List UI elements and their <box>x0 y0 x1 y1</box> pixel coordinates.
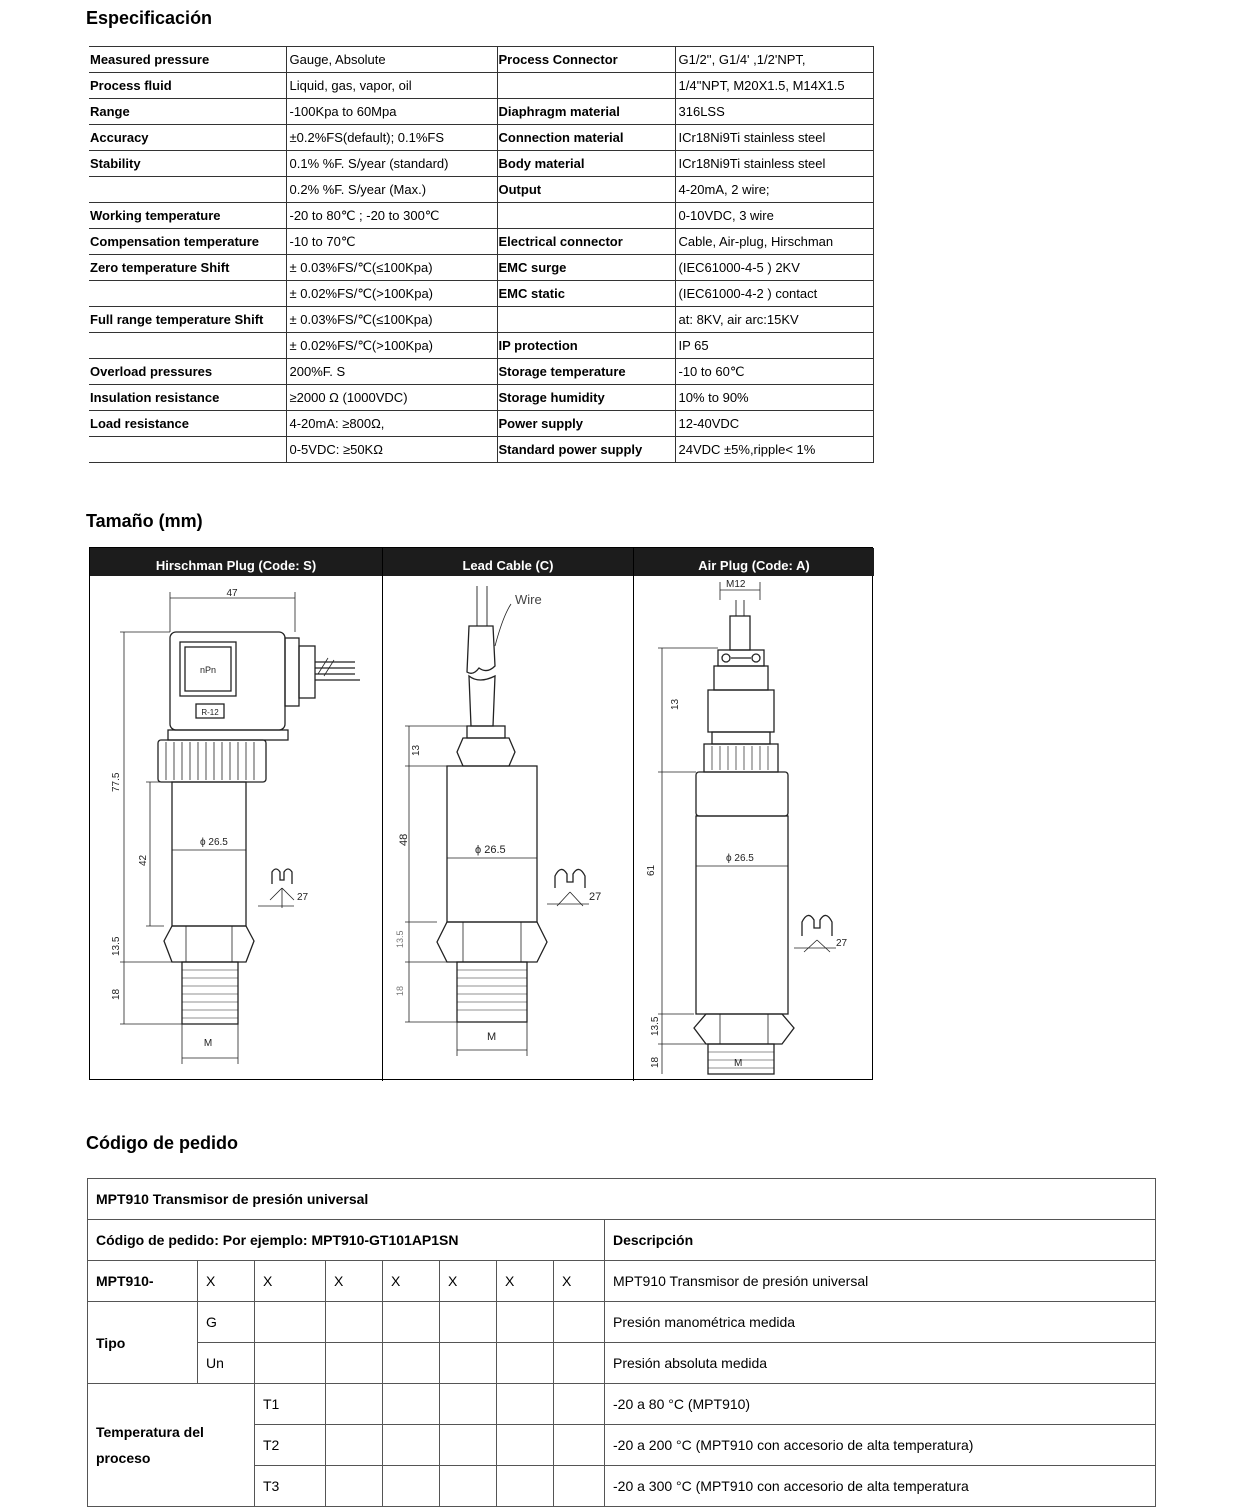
spec-label: Full range temperature Shift <box>89 307 286 333</box>
spec-label: Working temperature <box>89 203 286 229</box>
dim-body: 42 <box>138 854 149 866</box>
order-title: MPT910 Transmisor de presión universal <box>88 1179 1156 1220</box>
plug-logo: nPn <box>199 665 217 675</box>
panel-title-airplug: Air Plug (Code: A) <box>634 548 874 576</box>
dim-thread-label: M <box>734 1058 743 1069</box>
dim-total: 77.5 <box>111 772 122 792</box>
code-slot: X <box>198 1261 255 1302</box>
spec-value: ± 0.03%FS/℃(≤100Kpa) <box>286 255 497 281</box>
spec-label <box>89 281 286 307</box>
spec-row <box>89 281 873 307</box>
spec-value: ± 0.02%FS/℃(>100Kpa) <box>286 281 497 307</box>
spec-row <box>89 229 873 255</box>
spec-label: IP protection <box>497 333 675 359</box>
spec-value: 10% to 90% <box>675 385 873 411</box>
code-slot: X <box>497 1261 554 1302</box>
spec-label: Accuracy <box>89 125 286 151</box>
dim-hex: 13.5 <box>395 930 405 948</box>
spec-value: Liquid, gas, vapor, oil <box>286 73 497 99</box>
spec-label: Compensation temperature <box>89 229 286 255</box>
spec-label: Storage temperature <box>497 359 675 385</box>
temp-code: T3 <box>255 1466 326 1507</box>
temp-description: -20 a 200 °C (MPT910 con accesorio de alta temperatura) <box>605 1425 1156 1466</box>
code-slot: X <box>326 1261 383 1302</box>
spec-value: 24VDC ±5%,ripple< 1% <box>675 437 873 463</box>
model-description: MPT910 Transmisor de presión universal <box>605 1261 1156 1302</box>
tipo-label: Tipo <box>88 1302 198 1384</box>
spec-label <box>497 307 675 333</box>
spec-label: Measured pressure <box>89 47 286 73</box>
code-slot: X <box>554 1261 605 1302</box>
wire-label: Wire <box>515 592 542 607</box>
spec-row <box>89 255 873 281</box>
spec-value: 4-20mA, 2 wire; <box>675 177 873 203</box>
spec-value: (IEC61000-4-2 ) contact <box>675 281 873 307</box>
spec-label: Diaphragm material <box>497 99 675 125</box>
spec-label <box>497 73 675 99</box>
temp-row <box>88 1384 1156 1425</box>
spec-label <box>89 333 286 359</box>
size-heading: Tamaño (mm) <box>86 511 203 531</box>
spec-value: 4-20mA: ≥800Ω, <box>286 411 497 437</box>
spec-value: (IEC61000-4-5 ) 2KV <box>675 255 873 281</box>
spec-label <box>89 177 286 203</box>
model-row <box>88 1261 1156 1302</box>
panel-title-hirschman: Hirschman Plug (Code: S) <box>90 548 382 576</box>
spec-row <box>89 359 873 385</box>
spec-label <box>89 437 286 463</box>
spec-value: 1/4''NPT, M20X1.5, M14X1.5 <box>675 73 873 99</box>
spec-row <box>89 203 873 229</box>
spec-label: EMC static <box>497 281 675 307</box>
spec-label: Insulation resistance <box>89 385 286 411</box>
dim-hex: 13.5 <box>111 936 122 956</box>
spec-row <box>89 177 873 203</box>
spec-value: -100Kpa to 60Mpa <box>286 99 497 125</box>
spec-label: Body material <box>497 151 675 177</box>
code-slot: X <box>440 1261 497 1302</box>
tipo-description: Presión absoluta medida <box>605 1343 1156 1384</box>
dim-body: 48 <box>398 833 410 846</box>
dim-wrench: 27 <box>589 891 602 903</box>
spec-value: -20 to 80℃ ; -20 to 300℃ <box>286 203 497 229</box>
dim-width: 47 <box>226 588 238 599</box>
description-header: Descripción <box>605 1220 1156 1261</box>
dim-thread-label: M <box>203 1038 213 1049</box>
dim-diameter: ϕ 26.5 <box>200 837 228 848</box>
spec-value: 316LSS <box>675 99 873 125</box>
order-example: Código de pedido: Por ejemplo: MPT910-GT101AP1SN <box>88 1220 605 1261</box>
spec-row <box>89 437 873 463</box>
spec-value: Cable, Air-plug, Hirschman <box>675 229 873 255</box>
spec-label: Overload pressures <box>89 359 286 385</box>
spec-value: G1/2'', G1/4' ,1/2'NPT, <box>675 47 873 73</box>
dim-gland: 13 <box>411 744 422 756</box>
dim-hex: 13.5 <box>650 1016 661 1036</box>
spec-label: Storage humidity <box>497 385 675 411</box>
dim-wrench: 27 <box>836 938 848 949</box>
dim-wrench: 27 <box>297 892 309 903</box>
spec-label: Process Connector <box>497 47 675 73</box>
spec-label: Process fluid <box>89 73 286 99</box>
airplug-drawing <box>634 576 874 1079</box>
tipo-code: G <box>198 1302 255 1343</box>
tipo-code: Un <box>198 1343 255 1384</box>
panel-title-cable: Lead Cable (C) <box>383 548 633 576</box>
spec-value: -10 to 60℃ <box>675 359 873 385</box>
spec-row <box>89 385 873 411</box>
order-example-row <box>88 1220 1156 1261</box>
cable-drawing <box>383 576 633 1079</box>
tipo-row <box>88 1302 1156 1343</box>
spec-label: Power supply <box>497 411 675 437</box>
spec-label: Load resistance <box>89 411 286 437</box>
spec-row <box>89 73 873 99</box>
spec-value: ±0.2%FS(default); 0.1%FS <box>286 125 497 151</box>
temp-code: T2 <box>255 1425 326 1466</box>
spec-row <box>89 125 873 151</box>
spec-label: Range <box>89 99 286 125</box>
model-code: MPT910- <box>88 1261 198 1302</box>
dim-thread: 18 <box>111 988 122 1000</box>
hirschman-drawing <box>90 576 382 1079</box>
spec-label: Stability <box>89 151 286 177</box>
spec-value: 0-10VDC, 3 wire <box>675 203 873 229</box>
spec-label: Zero temperature Shift <box>89 255 286 281</box>
dim-m12: M12 <box>726 579 746 590</box>
spec-heading: Especificación <box>86 8 213 28</box>
spec-row <box>89 47 873 73</box>
dim-thread-label: M <box>487 1031 497 1043</box>
dim-thread: 18 <box>650 1056 661 1068</box>
spec-row <box>89 411 873 437</box>
spec-row <box>89 333 873 359</box>
spec-value: ICr18Ni9Ti stainless steel <box>675 151 873 177</box>
spec-label: Electrical connector <box>497 229 675 255</box>
order-title-row <box>88 1179 1156 1220</box>
spec-row <box>89 307 873 333</box>
spec-value: ICr18Ni9Ti stainless steel <box>675 125 873 151</box>
dim-diameter: ϕ 26.5 <box>726 853 754 864</box>
spec-label <box>497 203 675 229</box>
dim-plug: 13 <box>670 698 681 710</box>
temp-description: -20 a 80 °C (MPT910) <box>605 1384 1156 1425</box>
temp-code: T1 <box>255 1384 326 1425</box>
spec-label: Standard power supply <box>497 437 675 463</box>
spec-value: Gauge, Absolute <box>286 47 497 73</box>
temp-label: Temperatura del proceso <box>88 1384 255 1507</box>
spec-value: at: 8KV, air arc:15KV <box>675 307 873 333</box>
dimension-drawings <box>89 547 873 1080</box>
plug-mark: R-12 <box>201 708 219 717</box>
spec-value: ≥2000 Ω (1000VDC) <box>286 385 497 411</box>
spec-value: IP 65 <box>675 333 873 359</box>
spec-label: Connection material <box>497 125 675 151</box>
spec-row <box>89 99 873 125</box>
dim-diameter: ϕ 26.5 <box>475 844 506 856</box>
spec-value: ± 0.02%FS/℃(>100Kpa) <box>286 333 497 359</box>
spec-label: Output <box>497 177 675 203</box>
spec-value: 12-40VDC <box>675 411 873 437</box>
spec-value: 0.1% %F. S/year (standard) <box>286 151 497 177</box>
code-slot: X <box>383 1261 440 1302</box>
code-slot: X <box>255 1261 326 1302</box>
spec-value: 0.2% %F. S/year (Max.) <box>286 177 497 203</box>
tipo-description: Presión manométrica medida <box>605 1302 1156 1343</box>
spec-value: -10 to 70℃ <box>286 229 497 255</box>
tipo-row <box>88 1343 1156 1384</box>
specification-table <box>89 46 874 463</box>
spec-label: EMC surge <box>497 255 675 281</box>
spec-value: ± 0.03%FS/℃(≤100Kpa) <box>286 307 497 333</box>
spec-value: 0-5VDC: ≥50KΩ <box>286 437 497 463</box>
order-code-table <box>87 1178 1156 1507</box>
order-heading: Código de pedido <box>86 1133 238 1153</box>
spec-row <box>89 151 873 177</box>
dim-body: 61 <box>646 864 657 876</box>
spec-value: 200%F. S <box>286 359 497 385</box>
dim-thread: 18 <box>395 985 405 996</box>
temp-description: -20 a 300 °C (MPT910 con accesorio de alta temperatura <box>605 1466 1156 1507</box>
